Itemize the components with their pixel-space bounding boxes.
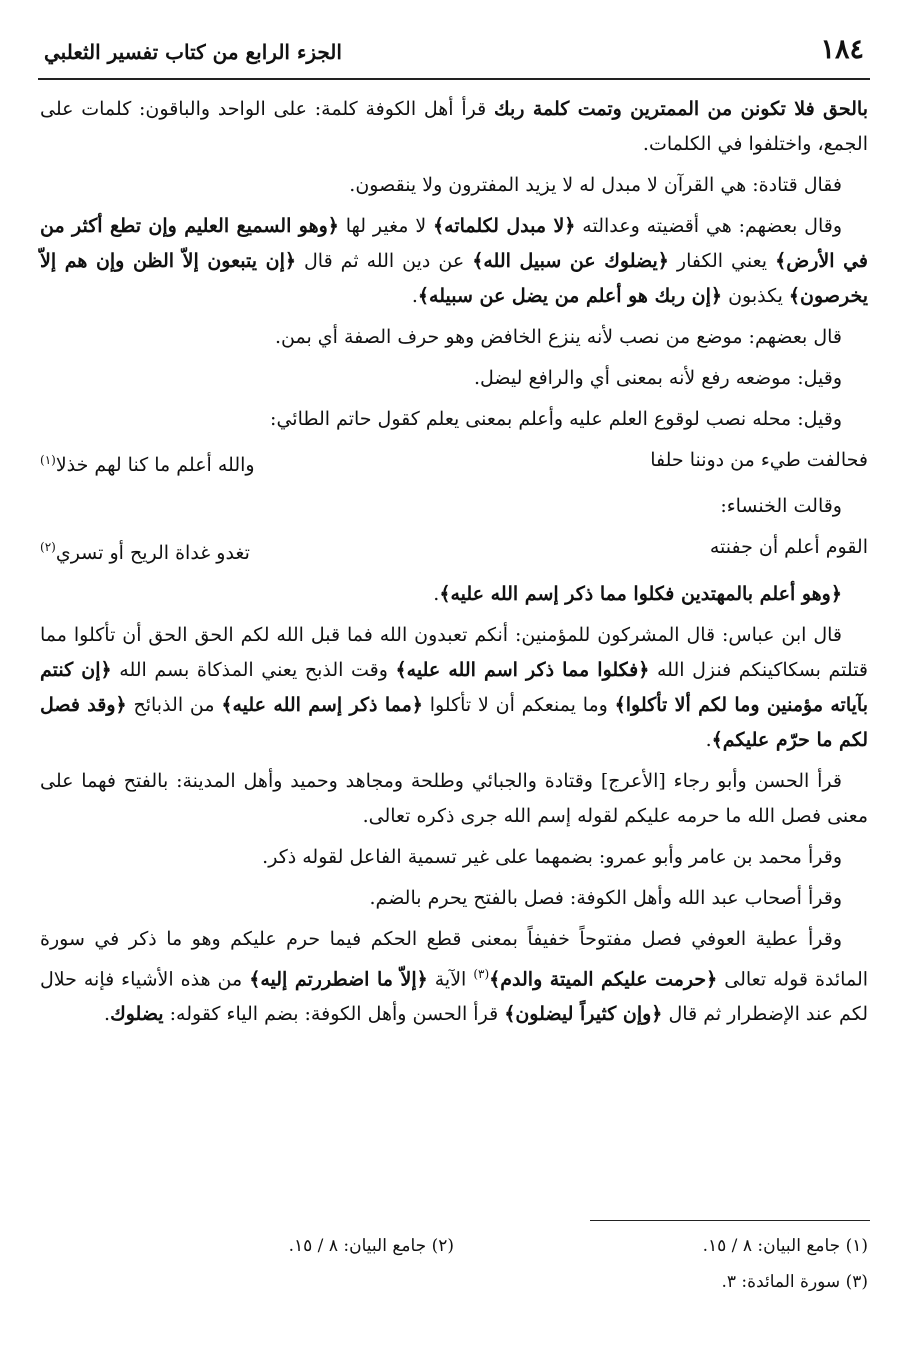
paragraph-text: . — [433, 582, 440, 605]
paragraph-text: يعني الكفار — [668, 250, 776, 272]
paragraph-4: قال بعضهم: موضع من نصب لأنه ينزع الخافض وهو حرف الصفة أي بمن. — [274, 326, 842, 348]
paragraph-text: . — [411, 285, 418, 307]
footnote-2: (٢) جامع البيان: ٨ / ١٥. — [288, 1236, 454, 1256]
verse-text: والله أعلم ما كنا لهم خذلا — [55, 454, 255, 477]
verse-text: تغدو غداة الريح أو تسري — [55, 541, 250, 564]
paragraph-8 — [40, 577, 868, 612]
paragraph-10: قرأ الحسن وأبو رجاء [الأعرج] وقتادة والجبائي وطلحة ومجاهد وحميد وأهل المدينة: بالفتح فهما على معنى فصل الله ما حرمه عليكم لقوله إسم الله جرى ذكره تعالى. — [40, 769, 868, 827]
paragraph-text: لا مغير لها — [338, 215, 433, 237]
paragraph-text: . — [104, 1002, 111, 1025]
page-header — [38, 34, 870, 80]
paragraph-6: وقيل: محله نصب لوقوع العلم عليه وأعلم بمعنى يعلم كقول حاتم الطائي: — [270, 408, 842, 430]
verse-hemistich-1: فحالفت طيء من دوننا حلفا — [650, 449, 868, 471]
page-number: ١٨٤ — [820, 34, 864, 65]
quran-quote: ﴿وهو أعلم بالمهتدين فكلوا مما ذكر إسم الله عليه﴾ — [439, 582, 842, 605]
paragraph-5: وقيل: موضعه رفع لأنه بمعنى أي والرافع ليضل. — [473, 367, 842, 389]
paragraph-text: . — [705, 728, 712, 751]
paragraph-7: وقالت الخنساء: — [720, 495, 842, 518]
paragraph-text: الآية — [427, 967, 474, 990]
body-text — [40, 92, 868, 1038]
quran-quote: ﴿يضلوك عن سبيل الله﴾ — [472, 250, 669, 272]
paragraph-text: قال ابن عباس: قال المشركون للمؤمنين: أنكم تعبدون الله فما قبل الله لكم الحق الحق أن تأكلوا مما قتلتم بسكاكينكم فنزل الله — [40, 623, 869, 681]
quran-quote: ﴿لا مبدل لكلماته﴾ — [433, 215, 576, 237]
paragraph-text: وقال بعضهم: هي أقضيته وعدالته — [575, 215, 843, 237]
paragraph-2: فقال قتادة: هي القرآن لا مبدل له لا يزيد المفترون ولا ينقصون. — [349, 174, 842, 196]
verse-hemistich-2 — [40, 443, 255, 483]
poem-verse-2 — [40, 530, 868, 570]
quran-quote: ﴿إن كنتم بآياته مؤمنين وما لكم ألا تأكلوا﴾ — [40, 658, 868, 716]
footnotes — [40, 1228, 868, 1300]
quran-quote: بالحق فلا تكونن من الممترين وتمت كلمة ربك — [494, 98, 869, 120]
footnote-row — [40, 1228, 868, 1264]
quran-quote: يضلوك — [110, 1002, 164, 1025]
paragraph-text: من الذبائح — [126, 693, 222, 716]
quran-quote: ﴿وإن كثيراً ليضلون﴾ — [504, 1002, 663, 1025]
paragraph-text: من هذه الأشياء فإنه حلال لكم عند الإضطرار ثم قال — [40, 967, 868, 1025]
paragraph-text: وما يمنعكم أن لا تأكلوا — [422, 693, 615, 716]
quran-quote: ﴿إلاّ ما اضطررتم إليه﴾ — [249, 967, 428, 990]
quran-quote: ﴿وقد فصل لكم ما حرّم عليكم﴾ — [40, 693, 868, 751]
verse-hemistich-1: القوم أعلم أن جفنته — [709, 536, 868, 559]
quran-quote: ﴿إن ربك هو أعلم من يضل عن سبيله﴾ — [417, 285, 723, 307]
paragraph-text: وقرأ عطية العوفي فصل مفتوحاً خفيفاً بمعنى قطع الحكم فيما حرم عليكم وهو ما ذكر في سورة المائدة قوله تعالى — [40, 927, 869, 990]
paragraph-9 — [40, 618, 868, 758]
paragraph-text: وقت الذبح يعني المذكاة بسم الله — [111, 658, 396, 681]
paragraph-text: قرأ أهل الكوفة كلمة: على الواحد والباقون: كلمات على الجمع، واختلفوا في الكلمات. — [40, 98, 868, 155]
paragraph-1 — [40, 92, 868, 162]
quran-quote: ﴿مما ذكر إسم الله عليه﴾ — [221, 693, 423, 716]
footnote-ref: (٣) — [473, 966, 490, 981]
paragraph-3 — [40, 209, 868, 314]
verse-hemistich-2 — [40, 530, 250, 570]
footnote-row — [40, 1264, 868, 1300]
footnote-1: (١) جامع البيان: ٨ / ١٥. — [702, 1236, 868, 1256]
footnote-divider — [590, 1220, 870, 1221]
quran-quote: ﴿وهو السميع العليم وإن تطع أكثر من في الأرض﴾ — [40, 215, 869, 272]
paragraph-11: وقرأ محمد بن عامر وأبو عمرو: بضمهما على غير تسمية الفاعل لقوله ذكر. — [262, 845, 842, 868]
quran-quote: ﴿إن يتبعون إلاّ الظن وإن هم إلاّ يخرصون﴾ — [40, 250, 868, 307]
running-title: الجزء الرابع من كتاب تفسير الثعلبي — [44, 40, 342, 64]
quran-quote: ﴿فكلوا مما ذكر اسم الله عليه﴾ — [395, 658, 650, 681]
poem-verse-1 — [40, 443, 868, 483]
footnote-ref: (٢) — [40, 540, 56, 555]
quran-quote: ﴿حرمت عليكم الميتة والدم﴾ — [489, 967, 718, 990]
paragraph-text: قرأ الحسن وأهل الكوفة: بضم الياء كقوله: — [163, 1002, 505, 1025]
paragraph-text: يكذبون — [722, 285, 789, 307]
paragraph-text: عن دين الله ثم قال — [295, 250, 473, 272]
footnote-ref: (١) — [40, 453, 56, 467]
paragraph-12: وقرأ أصحاب عبد الله وأهل الكوفة: فصل بالفتح يحرم بالضم. — [369, 886, 842, 909]
footnote-3: (٣) سورة المائدة: ٣. — [721, 1272, 868, 1292]
paragraph-13 — [40, 922, 868, 1032]
